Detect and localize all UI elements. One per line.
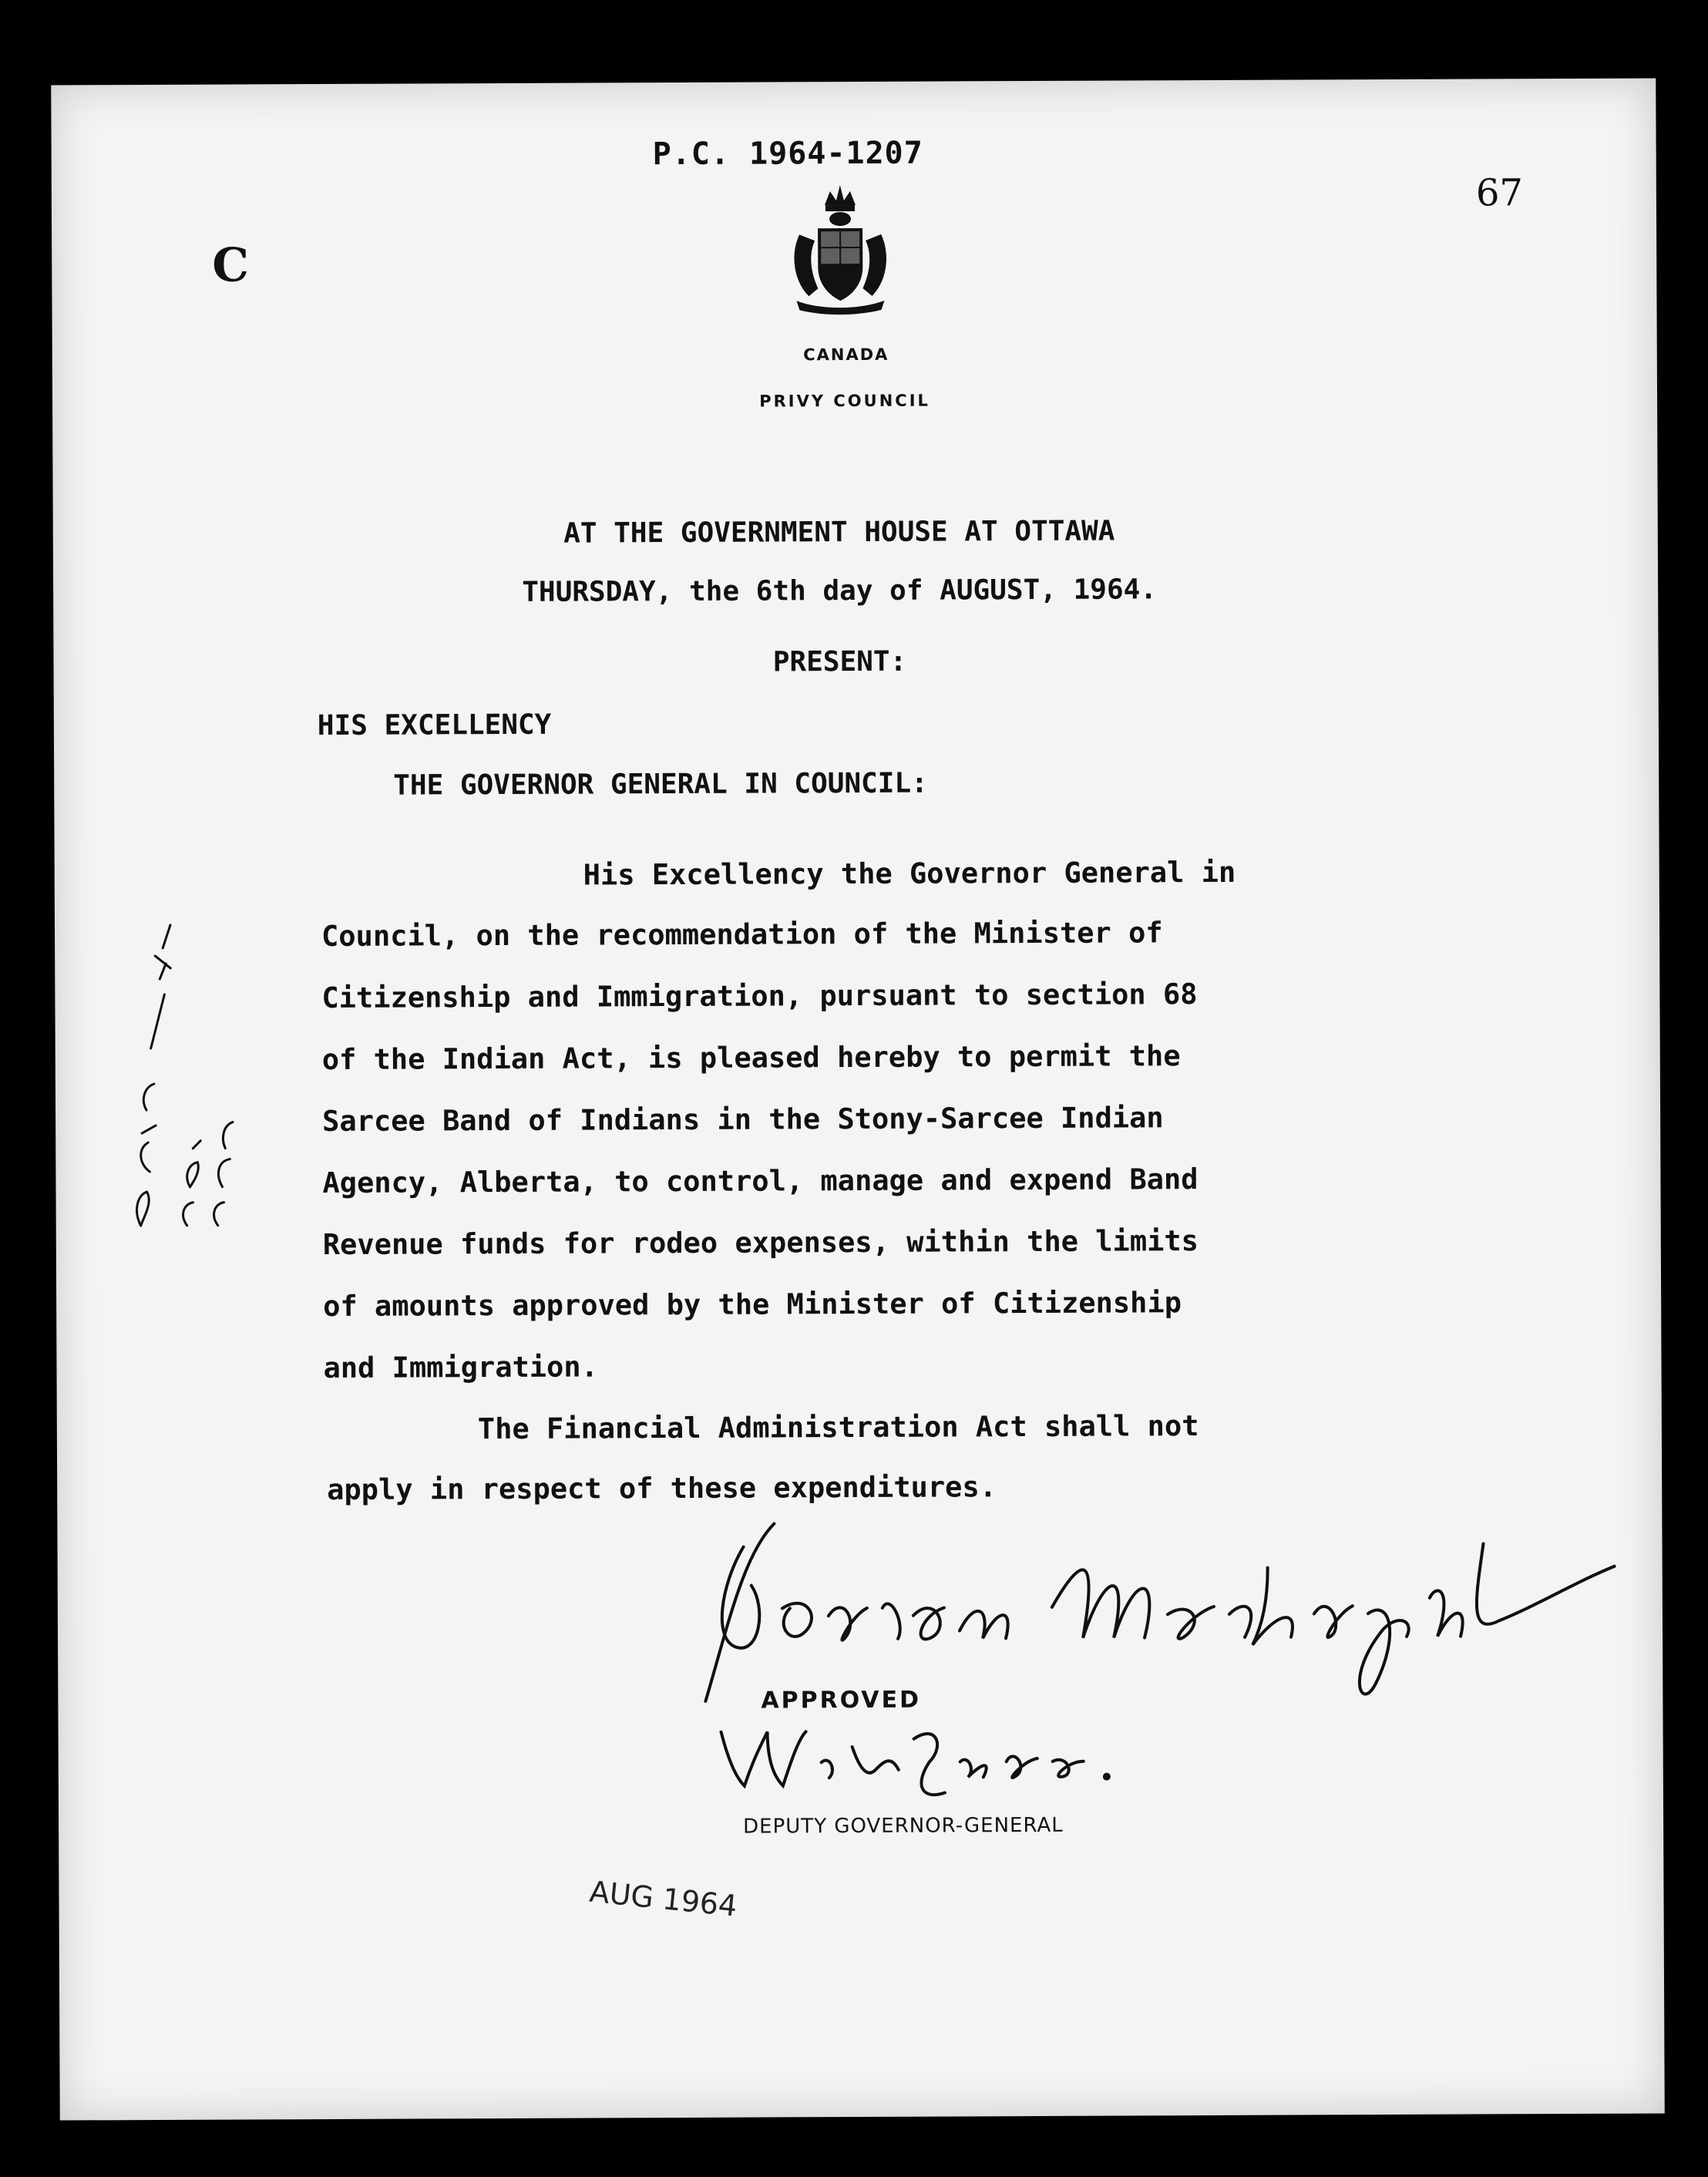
document-page [51,78,1664,2120]
body-line: Agency, Alberta, to control, manage and expend Band [322,1163,1199,1200]
body-line: of the Indian Act, is pleased hereby to permit the [321,1039,1181,1077]
page-number: 67 [1475,171,1524,215]
deputy-governor-general-label: DEPUTY GOVERNOR-GENERAL [743,1813,1064,1839]
body-line: Citizenship and Immigration, pursuant to section 68 [321,977,1198,1015]
body-line: and Immigration. [323,1350,599,1385]
body-line: Council, on the recommendation of the Minister of [321,916,1163,954]
body-line: of amounts approved by the Minister of Citizenship [323,1286,1182,1324]
coat-of-arms-icon [782,180,899,316]
order-in-council-number: P.C. 1964-1207 [652,135,923,173]
signature-clerk [651,1489,1653,1710]
date-line: THURSDAY, the 6th day of AUGUST, 1964. [522,574,1158,608]
place-line: AT THE GOVERNMENT HOUSE AT OTTAWA [563,515,1115,550]
body-line: apply in respect of these expenditures. [327,1470,997,1507]
date-stamp: AUG 1964 [587,1874,739,1923]
body-line: His Excellency the Governor General in [583,855,1236,892]
country-label: CANADA [803,345,889,365]
privy-council-label: PRIVY COUNCIL [759,391,930,411]
present-label: PRESENT: [772,645,907,678]
body-line: Sarcee Band of Indians in the Stony-Sarcee Indian [322,1101,1164,1139]
margin-mark: C [212,238,250,293]
body-line: The Financial Administration Act shall not [477,1409,1199,1446]
signature-deputy [705,1714,1168,1809]
body-line: Revenue funds for rodeo expenses, within the limits [322,1224,1199,1262]
his-excellency-label: HIS EXCELLENCY [317,708,552,742]
margin-notes-handwriting [109,917,264,1241]
approved-label: APPROVED [761,1686,922,1714]
governor-in-council-label: THE GOVERNOR GENERAL IN COUNCIL: [393,767,928,802]
